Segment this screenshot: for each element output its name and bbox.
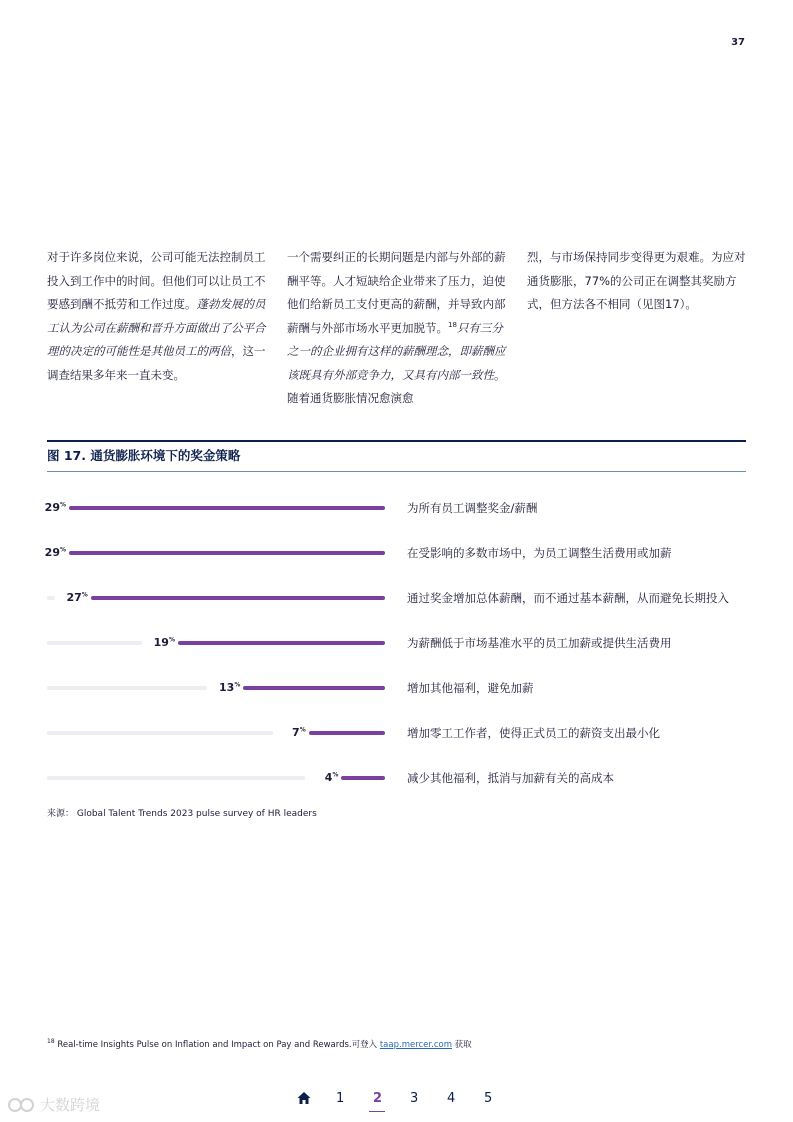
body-text-columns xyxy=(47,246,747,406)
text-column-3 xyxy=(527,246,749,317)
footnote-ref-18[interactable]: 18 xyxy=(448,320,457,329)
page-navigation xyxy=(296,1086,521,1110)
figure-title: 图 17. 通货膨胀环境下的奖金策略 xyxy=(47,448,241,463)
bar xyxy=(341,776,385,780)
bar-value-label: 29% xyxy=(44,546,66,559)
bar-track xyxy=(47,731,273,735)
text-column-2 xyxy=(287,246,509,411)
footnote xyxy=(47,1038,472,1050)
bar-row xyxy=(44,498,746,518)
bar xyxy=(69,506,385,510)
footnote-text: Real-time Insights Pulse on Inflation and Impact on Pay and Rewards.可登入 xyxy=(57,1040,380,1050)
watermark-text: 大数跨境 xyxy=(40,1096,101,1114)
home-icon[interactable] xyxy=(296,1090,312,1106)
bar-track xyxy=(47,596,55,600)
bar-value-label: 29% xyxy=(44,501,66,514)
bar-category-label: 为所有员工调整奖金/薪酬 xyxy=(407,501,538,515)
page-link-5[interactable]: 5 xyxy=(484,1090,493,1106)
bar-row xyxy=(47,588,746,608)
bar-row xyxy=(47,768,746,788)
watermark-logo-icon xyxy=(8,1096,36,1114)
col1-text-end: ，这一调查结果多年来一直未变。 xyxy=(47,344,266,382)
bar-category-label: 在受影响的多数市场中，为员工调整生活费用或加薪 xyxy=(407,546,672,560)
col2-text-end: 。随着通货膨胀情况愈演愈 xyxy=(287,367,506,405)
bar-track xyxy=(47,776,305,780)
footnote-number: 18 xyxy=(47,1038,55,1046)
figure-top-rule xyxy=(47,440,746,442)
bar-value-label: 7% xyxy=(292,726,306,739)
bar-track xyxy=(47,641,142,645)
bar xyxy=(309,731,385,735)
col1-italic-text: 蓬勃发展的员工认为公司在薪酬和晋升方面做出了公平合理的决定的可能性是其他员工的两倍 xyxy=(47,297,266,358)
bar-value-label: 27% xyxy=(66,591,88,604)
figure-source: 来源： Global Talent Trends 2023 pulse survey of HR leaders xyxy=(47,809,317,819)
bar-category-label: 增加其他福利，避免加薪 xyxy=(407,681,534,695)
bar xyxy=(178,641,385,645)
bar-value-label: 13% xyxy=(219,681,241,694)
bar-category-label: 增加零工工作者，使得正式员工的薪资支出最小化 xyxy=(407,726,660,740)
bar-row xyxy=(47,723,746,743)
page-link-2[interactable]: 2 xyxy=(373,1091,410,1106)
bar xyxy=(91,596,385,600)
footnote-text-end: 获取 xyxy=(451,1040,472,1050)
bar-track xyxy=(47,686,207,690)
watermark xyxy=(8,1094,100,1115)
bar-category-label: 通过奖金增加总体薪酬，而不通过基本薪酬，从而避免长期投入 xyxy=(407,591,729,605)
bar-category-label: 减少其他福利，抵消与加薪有关的高成本 xyxy=(407,771,614,785)
bar-chart xyxy=(44,490,746,795)
bar xyxy=(69,551,385,555)
page-link-4[interactable]: 4 xyxy=(447,1090,456,1106)
page-link-3[interactable]: 3 xyxy=(410,1090,419,1106)
col3-text: 烈，与市场保持同步变得更为艰难。为应对通货膨胀，77%的公司正在调整其奖励方式，但方法各不相同（见图17）。 xyxy=(527,250,746,311)
text-column-1 xyxy=(47,246,269,387)
bar-category-label: 为薪酬低于市场基准水平的员工加薪或提供生活费用 xyxy=(407,636,672,650)
bar-value-label: 4% xyxy=(324,771,339,784)
col2-italic-text: 只有三分之一的企业拥有这样的薪酬理念，即薪酬应该既具有外部竞争力，又具有内部一致性 xyxy=(287,320,506,382)
bar-row xyxy=(47,633,746,653)
col1-text: 对于许多岗位来说，公司可能无法控制员工投入到工作中的时间。但他们可以让员工不要感到酬不抵劳和工作过度。 xyxy=(47,250,266,311)
page-number: 37 xyxy=(731,37,745,48)
figure-title-divider xyxy=(47,471,746,472)
bar-row xyxy=(47,678,746,698)
col2-text: 一个需要纠正的长期问题是内部与外部的薪酬平等。人才短缺给企业带来了压力，迫使他们给新员工支付更高的薪酬，并导致内部薪酬与外部市场水平更加脱节。 xyxy=(287,250,506,335)
footnote-link[interactable]: taap.mercer.com xyxy=(379,1040,452,1050)
bar-row xyxy=(44,543,746,563)
page-link-1[interactable]: 1 xyxy=(336,1090,345,1106)
bar-value-label: 19% xyxy=(153,636,175,649)
bar xyxy=(243,686,385,690)
